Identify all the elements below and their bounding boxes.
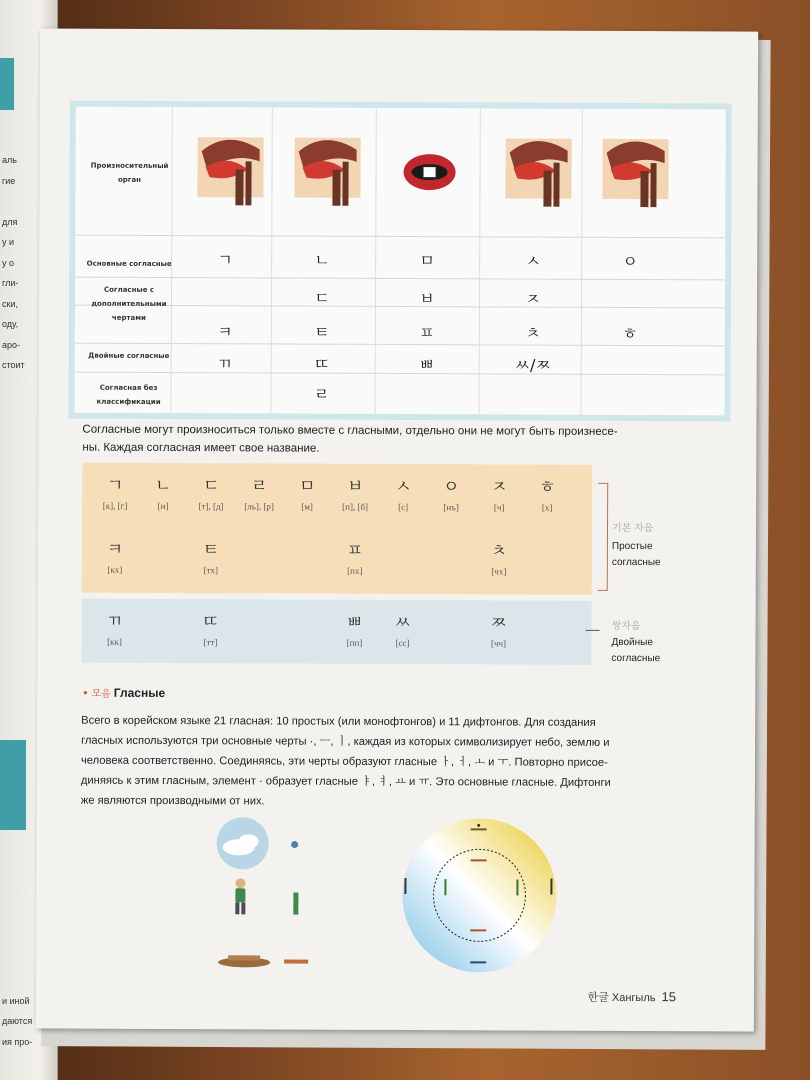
consonant-romanization: [пп] <box>346 637 363 648</box>
table-cell-extra2: ㅋ <box>217 322 233 342</box>
double-dash <box>586 630 600 631</box>
table-cell-basic: ㄴ <box>314 250 330 270</box>
consonant-glyph: ㅈ <box>490 477 508 498</box>
vowels-heading: • 모음 Гласные <box>83 685 166 700</box>
intro-line-2: ны. Каждая согласная имеет свое название. <box>82 441 320 455</box>
consonant-glyph: ㅉ <box>490 613 507 634</box>
page-footer <box>588 989 676 1005</box>
simple-label-kr: 기본 자음 <box>611 522 654 535</box>
table-cell-basic: ㅇ <box>622 251 638 272</box>
person-icon <box>235 878 245 914</box>
table-cell-basic: ㅁ <box>419 251 435 271</box>
table-row-label: Двойные согласные <box>88 351 170 361</box>
book-page <box>36 28 758 1031</box>
table-cell-extra2: ㅌ <box>314 322 330 342</box>
consonant-romanization: [х] <box>541 502 553 513</box>
table-cell-unclassified: ㄹ <box>313 384 330 404</box>
earth-boat-icon <box>218 955 270 967</box>
vowels-heading-title: Гласные <box>113 685 166 700</box>
table-row-label: Основные согласные <box>86 259 172 269</box>
consonant-romanization: [чх] <box>491 566 507 577</box>
left-page-text-fragment: даются <box>2 1016 33 1026</box>
consonant-romanization: [т], [д] <box>198 501 224 512</box>
vertical-stroke-icon <box>293 893 298 915</box>
table-cell-extra2: ㅍ <box>419 323 435 343</box>
consonant-glyph: ㅃ <box>346 612 363 633</box>
table-row-label: Произносительный орган <box>90 161 169 184</box>
table-cell-basic: ㄱ <box>217 250 233 270</box>
table-cell-extra2: ㅎ <box>622 323 638 344</box>
consonant-romanization: [кк] <box>107 636 122 647</box>
vowel-line-2: гласных используются три основные черты ·, ㅡ, ㅣ, каждая из которых символизирует небо, землю и <box>81 734 610 749</box>
table-cell-double: ㄸ <box>313 354 330 374</box>
consonant-romanization: [чч] <box>490 638 507 649</box>
consonant-glyph: ㄸ <box>202 612 219 633</box>
table-vline <box>479 108 481 414</box>
mouth-back-organ-icon <box>187 131 267 211</box>
tongue-tip-organ-icon <box>284 132 364 212</box>
teal-block <box>0 740 26 830</box>
consonant-glyph: ㅊ <box>490 541 508 562</box>
left-page-text-fragment: аро- <box>2 339 21 350</box>
left-page-text-fragment: оду, <box>2 319 19 329</box>
dot-stroke-icon <box>291 841 298 848</box>
consonant-romanization: [н] <box>157 500 169 512</box>
consonant-glyph: ㅇ <box>442 477 460 498</box>
consonant-glyph: ㅆ <box>394 612 411 634</box>
consonant-glyph: ㄹ <box>250 476 268 497</box>
sky-cloud-icon <box>217 817 269 869</box>
table-cell-extra1: ㄷ <box>314 288 330 308</box>
lips-organ-icon <box>389 132 469 212</box>
consonant-romanization: [к], [г] <box>102 500 128 511</box>
table-cell-basic: ㅅ <box>525 251 541 271</box>
table-cell-extra1: ㅂ <box>419 289 435 309</box>
teal-tab <box>0 58 14 110</box>
consonant-romanization: [тт] <box>203 637 218 648</box>
table-cell-extra2: ㅊ <box>525 323 541 343</box>
consonant-glyph: ㄷ <box>202 476 220 497</box>
footer-label: 한글 Хангыль <box>587 991 656 1005</box>
table-cell-extra1: ㅈ <box>525 289 541 309</box>
simple-label-ru1: Простые <box>611 540 653 553</box>
left-page-text-fragment: у о <box>2 257 15 268</box>
consonant-romanization: [тх] <box>203 565 219 576</box>
vowel-line-5: же являются производными от них. <box>80 794 265 808</box>
consonant-glyph: ㄱ <box>106 475 124 496</box>
consonant-glyph: ㅌ <box>202 540 220 561</box>
consonant-glyph: ㅍ <box>346 540 364 561</box>
page-number: 15 <box>661 989 676 1005</box>
table-cell-double: ㅆ/ㅉ <box>514 355 551 375</box>
simple-bracket <box>598 483 608 591</box>
vowels-heading-kr: 모음 <box>91 688 111 700</box>
left-page-text-fragment: у и <box>2 237 15 247</box>
consonant-romanization: [п], [б] <box>342 501 369 512</box>
vowel-line-1: Всего в корейском языке 21 гласная: 10 простых (или монофтонгов) и 11 дифтонгов. Для создания <box>81 714 596 729</box>
consonant-romanization: [кх] <box>107 564 123 575</box>
left-page-text-fragment: гли- <box>2 278 19 288</box>
consonant-glyph: ㅅ <box>394 476 412 498</box>
intro-line-1: Согласные могут произноситься только вместе с гласными, отдельно они не могут быть произнесе- <box>82 423 618 438</box>
consonant-glyph: ㅎ <box>538 477 556 498</box>
consonant-romanization: [с] <box>398 502 409 513</box>
left-page-text-fragment: для <box>2 216 18 227</box>
consonant-romanization: [ч] <box>493 502 505 513</box>
table-row-label: Согласные с дополнительными чертами <box>91 285 167 322</box>
table-hline <box>75 235 725 239</box>
consonant-romanization: [пх] <box>347 565 363 576</box>
teeth-organ-icon <box>495 132 575 212</box>
horizontal-stroke-icon <box>284 960 308 964</box>
articulation-table <box>68 101 731 422</box>
consonant-romanization: [сс] <box>395 637 410 649</box>
consonant-glyph: ㅂ <box>346 476 364 497</box>
consonant-romanization: [м] <box>301 501 313 512</box>
table-cell-double: ㄲ <box>216 354 233 374</box>
double-label-kr: 쌍자음 <box>611 620 641 633</box>
vowel-circle-diagram <box>396 816 567 977</box>
consonant-glyph: ㅋ <box>106 539 124 560</box>
left-page-text-fragment: гие <box>2 175 16 186</box>
table-cell-double: ㅃ <box>418 355 435 375</box>
throat-organ-icon <box>592 133 672 213</box>
left-page-text-fragment: аль <box>2 155 17 165</box>
consonant-glyph: ㄴ <box>154 475 172 497</box>
table-hline <box>75 277 725 281</box>
vowel-line-4: диняясь к этим гласным, элемент · образует гласные ㅑ, ㅕ, ㅛ и ㅠ. Это основные гласные. Дифтонги <box>80 774 611 789</box>
double-label-ru2: согласные <box>611 652 661 665</box>
vowel-line-3: человека соответственно. Соединяясь, эти черты образуют гласные ㅏ, ㅓ, ㅗ и ㅜ. Повторно присое- <box>80 754 608 769</box>
left-page-text-fragment: стоит <box>2 360 25 370</box>
consonant-romanization: [ль], [р] <box>244 501 274 512</box>
heaven-earth-human-illustration <box>216 817 337 988</box>
table-row-label: Согласная без классификации <box>96 383 161 406</box>
consonant-glyph: ㅁ <box>298 476 316 497</box>
consonant-romanization: [нъ] <box>443 502 459 513</box>
left-page-text-fragment: и иной <box>2 995 30 1006</box>
double-label-ru1: Двойные <box>611 636 653 649</box>
consonant-glyph: ㄲ <box>106 611 123 632</box>
simple-label-ru2: согласные <box>611 556 661 569</box>
left-page-text-fragment: ия про- <box>2 1036 33 1047</box>
left-page-text-fragment: ски, <box>2 298 18 309</box>
